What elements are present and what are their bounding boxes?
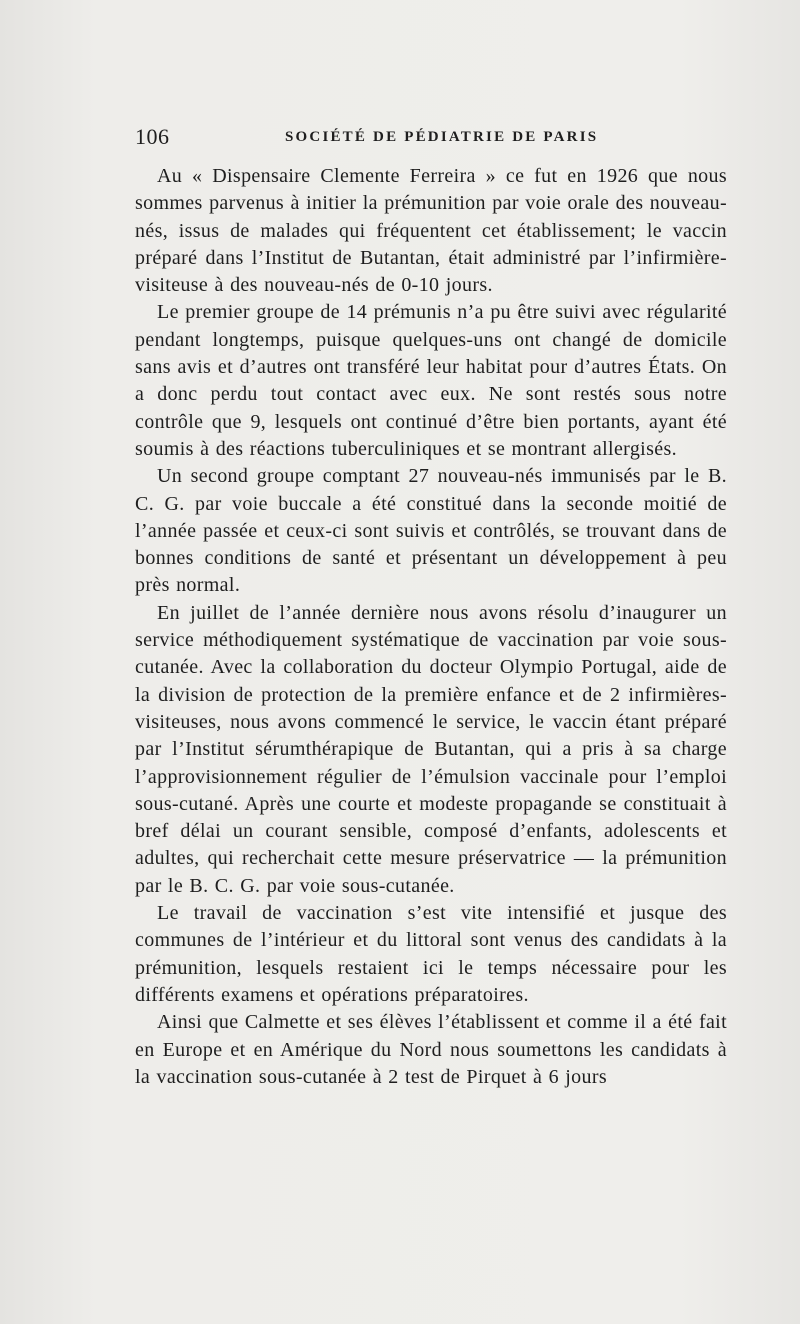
paragraph: Au « Dispensaire Clemente Ferreira » ce fut en 1926 que nous sommes parvenus à initier la prémunition par voie orale des nouveau-nés, issus de malades qui fréquentent cet établissement; le vaccin préparé dans l’Institut de Butantan, était administré par l’infirmière-visiteuse à des nouveau-nés de 0-10 jours.	[135, 165, 727, 297]
paragraph: Le premier groupe de 14 prémunis n’a pu être suivi avec régularité pendant longtemps, puisque quelques-uns ont changé de domicile sans avis et d’autres ont transféré leur habitat pour d’autres États. On a donc perdu tout contact avec eux. Ne sont restés sous notre contrôle que 9, lesquels ont continué d’être bien portants, ayant été soumis à des réactions tuberculiniques et se montrant allergisés.	[135, 301, 727, 460]
paragraph: Un second groupe comptant 27 nouveau-nés immunisés par le B. C. G. par voie buccale a été constitué dans la seconde moitié de l’année passée et ceux-ci sont suivis et contrôlés, se trouvant dans de bonnes conditions de santé et présentant un développement à peu près normal.	[135, 465, 727, 597]
paragraph: En juillet de l’année dernière nous avons résolu d’inaugurer un service méthodiquement systématique de vaccination par voie sous-cutanée. Avec la collaboration du docteur Olympio Portugal, aide de la division de protection de la première enfance et de 2 infirmières-visiteuses, nous avons commencé le service, le vaccin étant préparé par l’Institut sérumthérapique de Butantan, qui a pris à sa charge l’approvisionnement régulier de l’émulsion vaccinale pour l’emploi sous-cutané. Après une courte et modeste propagande se constituait à bref délai un courant sensible, composé d’enfants, adolescents et adultes, qui recherchait cette mesure préservatrice — la prémunition par le B. C. G. par voie sous-cutanée.	[135, 601, 727, 897]
page-header	[135, 124, 731, 160]
body-text	[135, 163, 727, 1091]
page-number: 106	[135, 124, 170, 149]
paragraph: Le travail de vaccination s’est vite intensifié et jusque des communes de l’intérieur et du littoral sont venus des candidats à la prémunition, lesquels restaient ici le temps nécessaire pour les différents examens et opérations préparatoires.	[135, 902, 727, 1006]
running-head: SOCIÉTÉ DE PÉDIATRIE DE PARIS	[285, 129, 599, 145]
paragraph: Ainsi que Calmette et ses élèves l’établissent et comme il a été fait en Europe et en Amérique du Nord nous soumettons les candidats à la vaccination sous-cutanée à 2 test de Pirquet à 6 jours	[135, 1011, 727, 1088]
